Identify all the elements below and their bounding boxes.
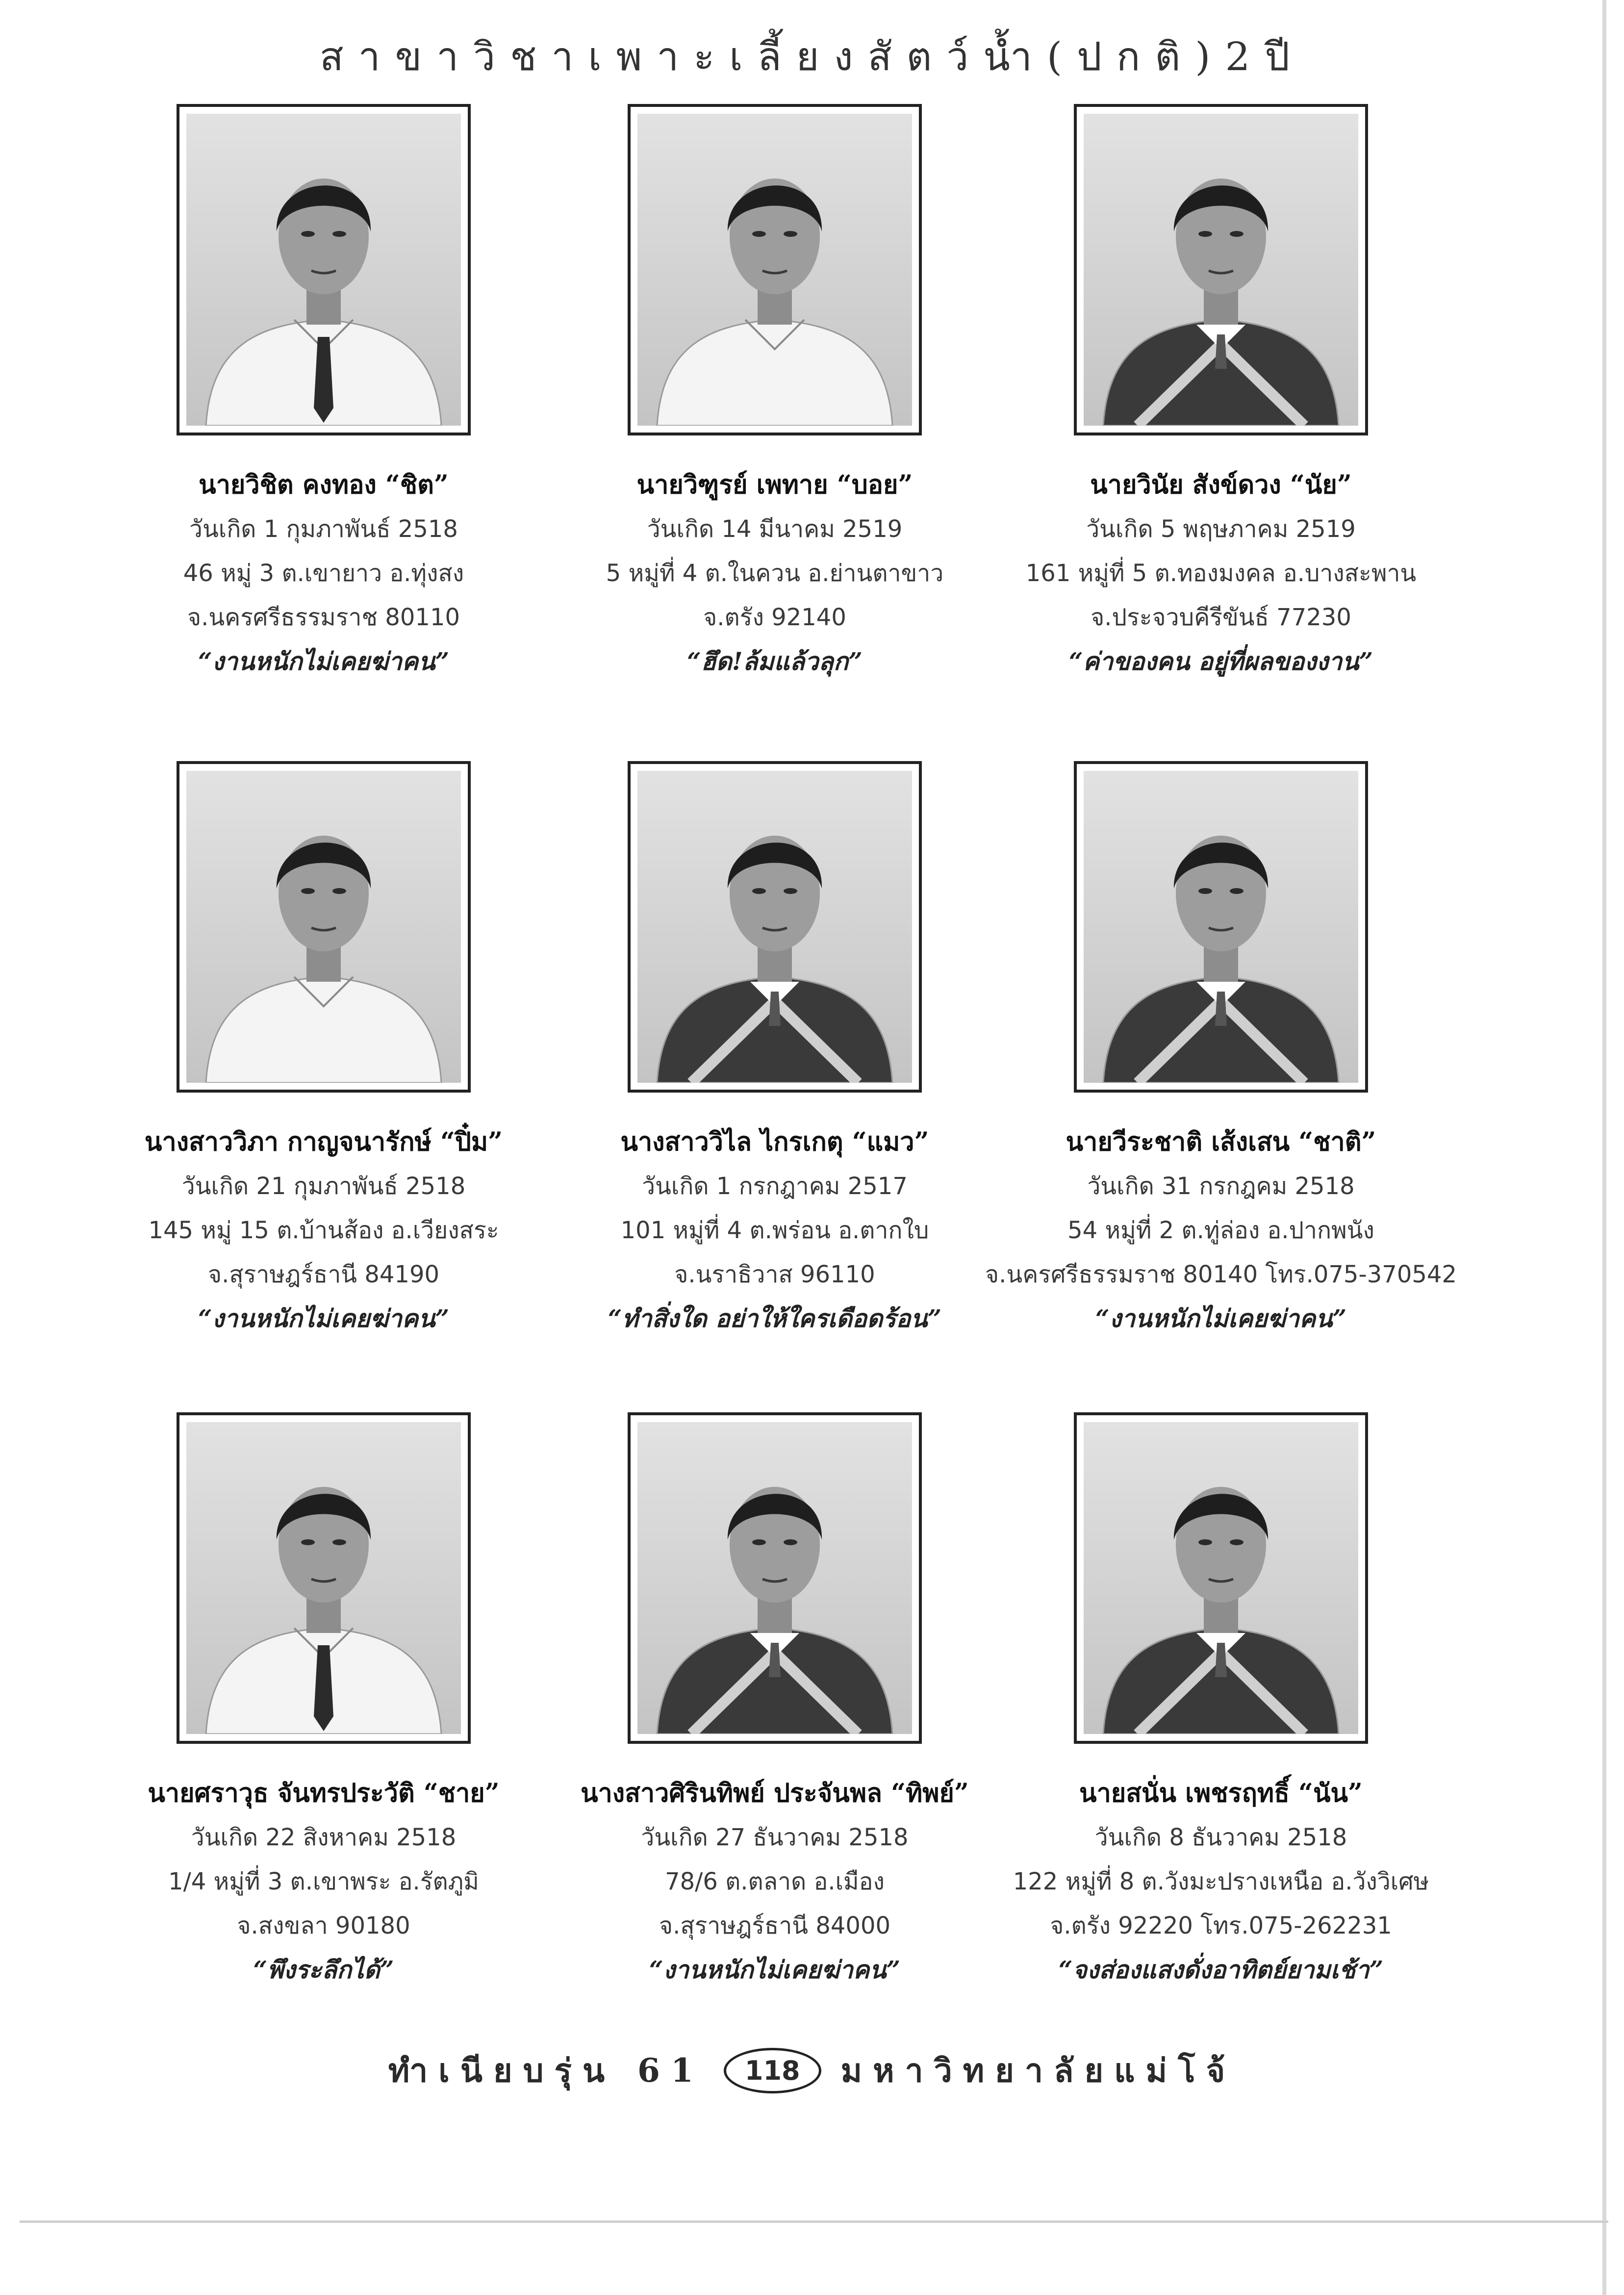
birth-date: วันเกิด 5 พฤษภาคม 2519 — [1086, 515, 1356, 543]
student-name: นางสาววิไล ไกรเกตุ “แมว” — [620, 1127, 929, 1157]
portrait-silhouette — [186, 114, 461, 426]
address-line: 46 หมู่ 3 ต.เขายาว อ.ทุ่งสง — [183, 560, 464, 587]
province-line: จ.นราธิวาส 96110 — [674, 1261, 875, 1288]
photo-frame — [177, 104, 471, 435]
student-name: นายวิชิต คงทอง “ชิต” — [199, 470, 449, 500]
portrait-silhouette — [186, 771, 461, 1083]
portrait-silhouette — [1084, 1422, 1358, 1734]
student-card — [78, 1412, 569, 1992]
student-name: นางสาววิภา กาญจนารักษ์ “ปิ๋ม” — [144, 1127, 503, 1157]
portrait-silhouette — [1084, 114, 1358, 426]
portrait-silhouette — [186, 1422, 461, 1734]
birth-date: วันเกิด 1 กุมภาพันธ์ 2518 — [189, 515, 458, 543]
address-line: 101 หมู่ที่ 4 ต.พร่อน อ.ตากใบ — [620, 1217, 929, 1244]
motto: “งานหนักไม่เคยฆ่าคน” — [1095, 1304, 1347, 1333]
address-line: 145 หมู่ 15 ต.บ้านส้อง อ.เวียงสระ — [148, 1217, 499, 1244]
motto: “พึงระลึกได้” — [253, 1955, 394, 1984]
motto: “ฮึด!ล้มแล้วลุก” — [687, 647, 863, 676]
student-name: นายสนั่น เพชรฤทธิ์ “นัน” — [1079, 1778, 1363, 1808]
portrait-photo — [1084, 1422, 1358, 1734]
address-line: 1/4 หมู่ที่ 3 ต.เขาพระ อ.รัตภูมิ — [168, 1868, 479, 1895]
photo-frame — [1074, 1412, 1368, 1744]
portrait-photo — [186, 771, 461, 1083]
portrait-photo — [637, 1422, 912, 1734]
portrait-photo — [186, 1422, 461, 1734]
student-card — [530, 1412, 1020, 1992]
portrait-silhouette — [637, 114, 912, 426]
motto: “ค่าของคน อยู่ที่ผลของงาน” — [1068, 647, 1373, 676]
page-footer — [0, 2045, 1624, 2096]
photo-frame — [1074, 761, 1368, 1093]
province-line: จ.นครศรีธรรมราช 80140 โทร.075-370542 — [985, 1261, 1457, 1288]
birth-date: วันเกิด 31 กรกฎคม 2518 — [1087, 1173, 1355, 1200]
portrait-photo — [186, 114, 461, 426]
province-line: จ.สงขลา 90180 — [237, 1912, 410, 1939]
portrait-photo — [1084, 114, 1358, 426]
province-line: จ.สุราษฎร์ธานี 84000 — [659, 1912, 891, 1939]
portrait-photo — [1084, 771, 1358, 1083]
motto: “งานหนักไม่เคยฆ่าคน” — [198, 647, 450, 676]
birth-date: วันเกิด 14 มีนาคม 2519 — [647, 515, 903, 543]
province-line: จ.ตรัง 92140 — [703, 604, 846, 631]
photo-frame — [177, 761, 471, 1093]
portrait-silhouette — [637, 771, 912, 1083]
student-name: นายศราวุธ จันทรประวัติ “ชาย” — [148, 1778, 500, 1808]
student-card — [976, 1412, 1466, 1992]
student-card — [530, 761, 1020, 1341]
birth-date: วันเกิด 8 ธันวาคม 2518 — [1094, 1824, 1347, 1851]
photo-frame — [1074, 104, 1368, 435]
province-line: จ.ประจวบคีรีขันธ์ 77230 — [1091, 604, 1351, 631]
province-line: จ.ตรัง 92220 โทร.075-262231 — [1050, 1912, 1392, 1939]
motto: “งานหนักไม่เคยฆ่าคน” — [198, 1304, 450, 1333]
motto: “ทำสิ่งใด อย่าให้ใครเดือดร้อน” — [608, 1304, 942, 1333]
page-number: 118 — [724, 2048, 821, 2093]
page-edge-strip — [1602, 0, 1606, 2295]
portrait-silhouette — [637, 1422, 912, 1734]
address-line: 5 หมู่ที่ 4 ต.ในควน อ.ย่านตาขาว — [606, 560, 944, 587]
portrait-silhouette — [1084, 771, 1358, 1083]
photo-frame — [628, 104, 922, 435]
bottom-rule — [20, 2220, 1608, 2223]
student-card — [530, 104, 1020, 684]
address-line: 122 หมู่ที่ 8 ต.วังมะปรางเหนือ อ.วังวิเศษ — [1013, 1868, 1429, 1895]
province-line: จ.นครศรีธรรมราช 80110 — [187, 604, 460, 631]
birth-date: วันเกิด 21 กุมภาพันธ์ 2518 — [181, 1173, 466, 1200]
motto: “จงส่องแสงดั่งอาทิตย์ยามเช้า” — [1058, 1955, 1384, 1984]
student-name: นางสาวศิรินทิพย์ ประจันพล “ทิพย์” — [581, 1778, 969, 1808]
photo-frame — [628, 761, 922, 1093]
birth-date: วันเกิด 1 กรกฎาคม 2517 — [642, 1173, 908, 1200]
student-card — [976, 104, 1466, 684]
student-name: นายวิฑูรย์ เพทาย “บอย” — [636, 470, 913, 500]
province-line: จ.สุราษฎร์ธานี 84190 — [207, 1261, 440, 1288]
birth-date: วันเกิด 22 สิงหาคม 2518 — [191, 1824, 457, 1851]
student-name: นายวินัย สังข์ดวง “นัย” — [1090, 470, 1352, 500]
portrait-photo — [637, 771, 912, 1083]
page-title: สาขาวิชาเพาะเลี้ยงสัตว์น้ำ(ปกติ)2ปี — [319, 34, 1305, 79]
portrait-photo — [637, 114, 912, 426]
address-line: 78/6 ต.ตลาด อ.เมือง — [665, 1868, 885, 1895]
birth-date: วันเกิด 27 ธันวาคม 2518 — [641, 1824, 909, 1851]
address-line: 54 หมู่ที่ 2 ต.ทู่ล่อง อ.ปากพนัง — [1067, 1217, 1374, 1244]
motto: “งานหนักไม่เคยฆ่าคน” — [649, 1955, 901, 1984]
address-line: 161 หมู่ที่ 5 ต.ทองมงคล อ.บางสะพาน — [1025, 560, 1417, 587]
footer-university-label: มหาวิทยาลัยแม่โจ้ — [840, 2051, 1236, 2090]
footer-yearbook-label: ทำเนียบรุ่น 61 — [388, 2051, 704, 2090]
student-name: นายวีระชาติ เส้งเสน “ชาติ” — [1066, 1127, 1376, 1157]
student-card — [78, 104, 569, 684]
photo-frame — [628, 1412, 922, 1744]
student-card — [976, 761, 1466, 1341]
student-card — [78, 761, 569, 1341]
photo-frame — [177, 1412, 471, 1744]
